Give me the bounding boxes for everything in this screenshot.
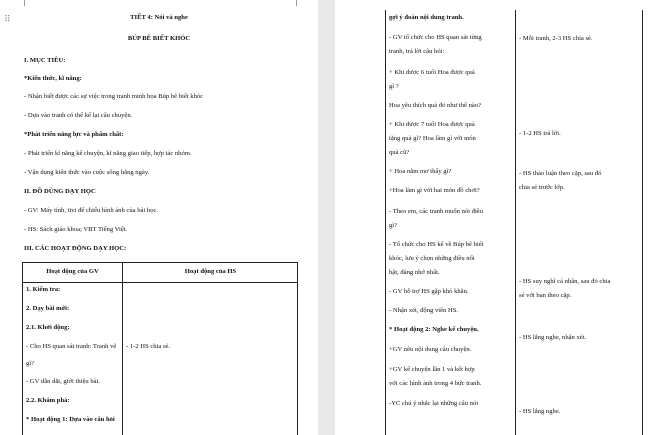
- teacher-line: 1. Kiểm tra:: [26, 286, 61, 293]
- knowledge-heading: *Kiến thức, kĩ năng:: [24, 75, 82, 82]
- competence-item: - Phát triển kĩ năng kể chuyện, kĩ năng giao tiếp, hợp tác nhóm.: [24, 150, 192, 157]
- section-heading-objectives: I. MỤC TIÊU:: [24, 57, 66, 64]
- section-heading-activities: III. CÁC HOẠT ĐỘNG DẠY HỌC:: [24, 245, 127, 252]
- student-line: - 1-2 HS chia sẻ.: [126, 343, 171, 350]
- teacher-line: - Nhận xét, động viên HS.: [389, 307, 459, 314]
- competence-heading: *Phát triển năng lực và phẩm chất:: [24, 131, 124, 138]
- competence-item: - Vận dụng kiến thức vào cuộc sống hằng ngày.: [24, 169, 150, 176]
- section-heading-materials: II. ĐỒ DÙNG DẠY HỌC: [24, 188, 96, 195]
- teacher-line: - Cho HS quan sát tranh: Tranh vẽ: [26, 343, 117, 350]
- teacher-line: gì ?: [389, 83, 399, 90]
- teacher-line: * Hoạt động 1: Dựa vào câu hỏi: [26, 416, 115, 423]
- teacher-line: gợi ý đoán nội dung tranh.: [389, 14, 464, 21]
- student-line: - HS lắng nghe, nhận xét.: [519, 334, 587, 341]
- student-line: - HS suy nghĩ cá nhân, sau đó chia: [519, 278, 611, 285]
- teacher-line: gì?: [389, 222, 398, 229]
- lesson-title: TIẾT 4: Nói và nghe: [130, 14, 188, 21]
- teacher-line: - Tổ chức cho HS kể về Búp bê biết: [389, 241, 484, 248]
- knowledge-item: - Nhận biết được các sự việc trong tranh minh họa Búp bê biết khóc: [24, 93, 204, 100]
- column-divider: [122, 263, 123, 435]
- column-header-teacher: Hoạt động của GV: [46, 268, 99, 275]
- drag-handle-icon[interactable]: ⠿: [4, 15, 10, 25]
- story-title: BÚP BÊ BIẾT KHÓC: [127, 35, 191, 42]
- teacher-line: * Hoạt động 2: Nghe kể chuyện.: [389, 326, 479, 333]
- teacher-line: 2.1. Khởi động:: [26, 324, 70, 331]
- teacher-line: + Khi được 7 tuổi Hoa được quà: [389, 121, 475, 128]
- student-line: - 1-2 HS trả lời.: [519, 130, 561, 137]
- student-line: - Mỗi tranh, 2-3 HS chia sẻ.: [519, 35, 593, 42]
- teacher-line: 2.2. Khám phá:: [26, 397, 70, 404]
- teacher-line: +GV kể chuyện lần 1 và kết hợp: [389, 366, 475, 373]
- teacher-line: - GV hỗ trợ HS gặp khó khăn.: [389, 288, 469, 295]
- activities-table: [22, 262, 298, 435]
- teacher-line: quà cũ?: [389, 149, 410, 156]
- teacher-line: + Hoa nằm mơ thấy gì?: [389, 168, 452, 175]
- teacher-line: tranh, trả lời câu hỏi:: [389, 48, 445, 55]
- document-page-1: [0, 0, 318, 435]
- teacher-line: bật, đáng nhớ nhất.: [389, 269, 440, 276]
- student-line: sẻ với bạn theo cặp.: [519, 292, 572, 299]
- materials-item: - HS: Sách giáo khoa; VBT Tiếng Việt.: [24, 226, 128, 233]
- student-line: - HS lắng nghe.: [519, 408, 561, 415]
- teacher-line: Hoa yêu thích quà đó như thế nào?: [389, 102, 482, 109]
- header-divider: [23, 282, 297, 283]
- column-divider: [515, 10, 516, 435]
- teacher-line: với các hình ảnh trong 4 bức tranh.: [389, 380, 482, 387]
- teacher-line: - GV tổ chức cho HS quan sát từng: [389, 34, 482, 41]
- teacher-line: khóc, lưu ý chọn những điều nổi: [389, 255, 475, 262]
- knowledge-item: - Dựa vào tranh có thể kể lại câu chuyện.: [24, 112, 133, 119]
- teacher-line: 2. Dạy bài mới:: [26, 305, 70, 312]
- document-page-2: [335, 0, 650, 435]
- margin-corner-mark: [296, 0, 303, 6]
- teacher-line: + Khi được 6 tuổi Hoa được quà: [389, 69, 475, 76]
- teacher-line: gì?: [26, 360, 35, 367]
- teacher-line: -YC chú ý nhắc lại những câu nói: [389, 400, 479, 407]
- materials-item: - GV: Máy tính, tivi để chiếu hình ảnh của bài học.: [24, 207, 159, 214]
- teacher-line: tặng quà gì? Hoa làm gì với món: [389, 135, 476, 142]
- student-line: - HS thảo luận theo cặp, sau đó: [519, 170, 602, 177]
- margin-corner-mark: [18, 0, 25, 6]
- teacher-line: +Hoa làm gì với hai món đồ chơi?: [389, 187, 480, 194]
- teacher-line: - Theo em, các tranh muốn nói điều: [389, 208, 483, 215]
- student-line: chia sẻ trước lớp.: [519, 184, 565, 191]
- column-header-student: Hoạt động của HS: [184, 268, 237, 275]
- activities-table-continued: [385, 10, 643, 435]
- teacher-line: - GV dẫn dắt, giới thiệu bài.: [26, 378, 101, 385]
- teacher-line: +GV nêu nội dung câu chuyện.: [389, 346, 472, 353]
